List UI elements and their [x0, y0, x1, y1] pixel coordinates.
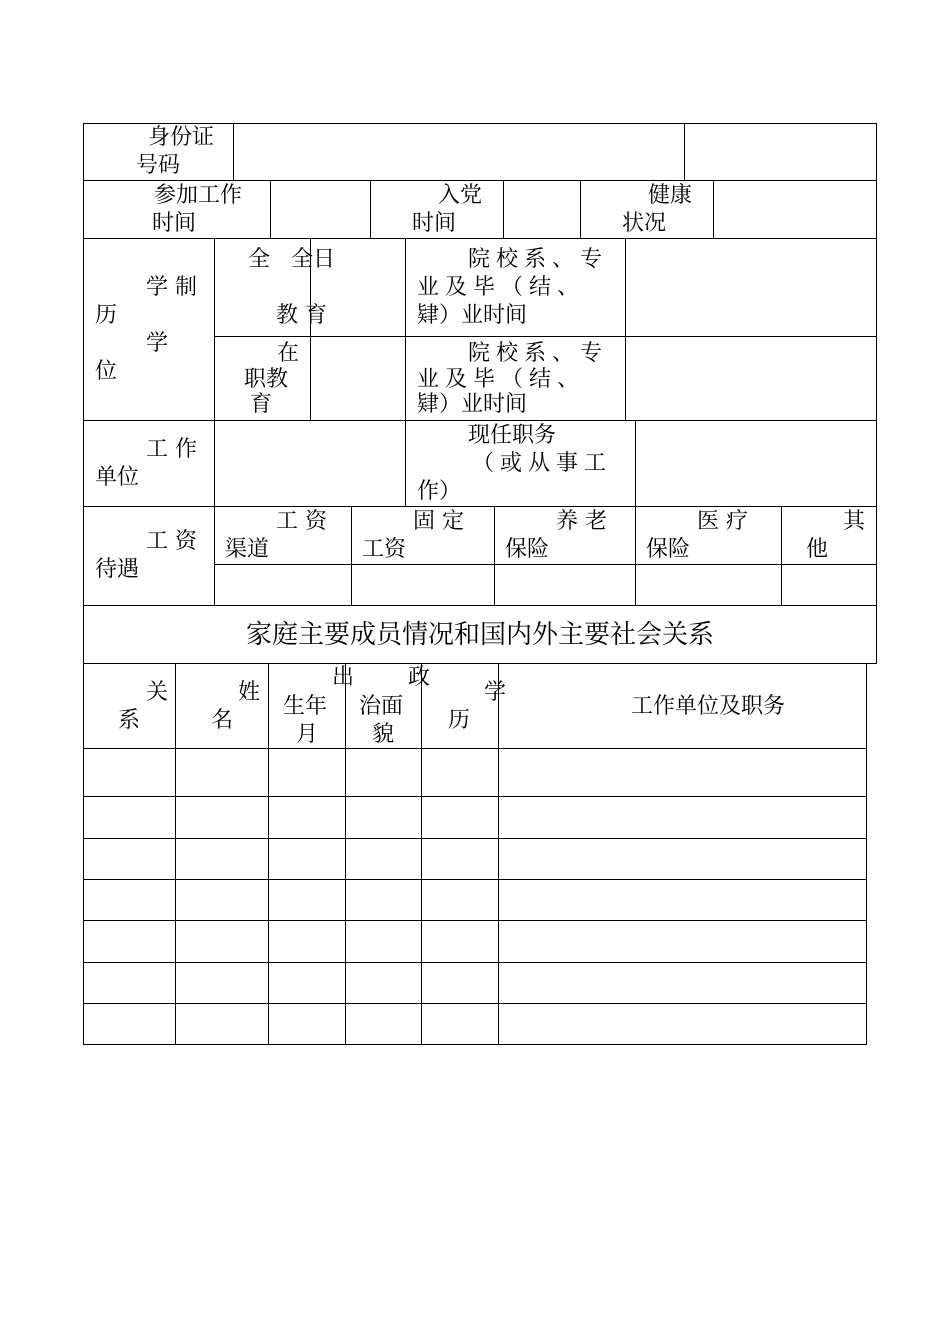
family-cell-political[interactable] [346, 749, 421, 796]
header-name-line1: 姓 [238, 680, 261, 705]
family-cell-political[interactable] [346, 963, 421, 1003]
family-cell-birth[interactable] [269, 963, 345, 1003]
fulltime-school-field[interactable] [626, 239, 875, 335]
family-cell-political[interactable] [346, 839, 421, 879]
family-cell-work[interactable] [499, 797, 866, 838]
current-post-label-line2: （或从事工 [472, 451, 613, 476]
header-birth-line2: 生年 [283, 694, 328, 719]
family-cell-work[interactable] [499, 963, 866, 1003]
fixed-salary-label-line2: 工资 [362, 537, 407, 562]
header-work: 工作单位及职务 [630, 694, 785, 719]
fulltime-school-label-line3: 肄）业时间 [417, 303, 528, 328]
family-cell-name[interactable] [176, 797, 268, 838]
fulltime-school-label-line1: 院校系、专 [468, 247, 609, 272]
other-label-line1: 其 [843, 509, 866, 534]
family-cell-education[interactable] [422, 839, 498, 879]
health-field[interactable] [714, 181, 875, 237]
current-post-field[interactable] [636, 421, 875, 505]
family-cell-political[interactable] [346, 1004, 421, 1044]
family-cell-relation[interactable] [84, 1004, 175, 1044]
work-start-field[interactable] [271, 181, 369, 237]
family-cell-education[interactable] [422, 797, 498, 838]
header-relation-line1: 关 [146, 680, 169, 705]
family-cell-education[interactable] [422, 749, 498, 796]
family-cell-relation[interactable] [84, 839, 175, 879]
current-post-label-line3: 作） [417, 479, 462, 504]
family-section-title: 家庭主要成员情况和国内外主要社会关系 [245, 620, 714, 650]
salary-channel-label-line2: 渠道 [225, 537, 270, 562]
family-cell-relation[interactable] [84, 880, 175, 920]
party-join-label-line1: 入党 [438, 183, 483, 208]
health-label-line1: 健康 [648, 183, 693, 208]
family-cell-birth[interactable] [269, 1004, 345, 1044]
family-cell-work[interactable] [499, 921, 866, 962]
work-start-label-line2: 时间 [152, 211, 197, 236]
header-birth-line3: 月 [296, 722, 319, 747]
header-education-line2: 历 [448, 708, 471, 733]
onjob-label-line2: 职教 [244, 367, 289, 392]
family-cell-name[interactable] [176, 963, 268, 1003]
salary-channel-label-line1: 工 资 [276, 509, 327, 534]
medical-label-line2: 保险 [646, 537, 691, 562]
family-cell-name[interactable] [176, 880, 268, 920]
header-education-line1: 学 [484, 680, 507, 705]
family-cell-education[interactable] [422, 880, 498, 920]
party-join-label-line2: 时间 [412, 211, 457, 236]
pension-field[interactable] [495, 565, 634, 604]
work-unit-label-line1: 工 作 [146, 437, 197, 462]
onjob-school-label-line2: 业及毕（结、 [417, 367, 586, 392]
family-cell-education[interactable] [422, 1004, 498, 1044]
family-cell-work[interactable] [499, 1004, 866, 1044]
health-label-line2: 状况 [622, 211, 667, 236]
onjob-school-field[interactable] [626, 337, 875, 419]
family-cell-name[interactable] [176, 921, 268, 962]
education-label-b: 历 [95, 303, 118, 328]
family-cell-education[interactable] [422, 963, 498, 1003]
current-post-label-line1: 现任职务 [468, 423, 557, 448]
work-unit-field[interactable] [215, 421, 404, 505]
salary-label-line1: 工 资 [146, 529, 197, 554]
medical-field[interactable] [636, 565, 780, 604]
medical-label-line1: 医 疗 [697, 509, 748, 534]
family-cell-political[interactable] [346, 921, 421, 962]
header-relation-line2: 系 [118, 708, 141, 733]
family-cell-work[interactable] [499, 749, 866, 796]
onjob-label-line3: 育 [250, 392, 273, 417]
header-birth-line1: 出 [332, 665, 355, 690]
family-cell-birth[interactable] [269, 749, 345, 796]
fulltime-label-line2: 教 育 [276, 303, 327, 328]
family-cell-birth[interactable] [269, 921, 345, 962]
family-cell-name[interactable] [176, 839, 268, 879]
education-label-d: 位 [95, 359, 118, 384]
family-cell-relation[interactable] [84, 797, 175, 838]
salary-label-line2: 待遇 [95, 557, 140, 582]
education-label-c: 学 [146, 331, 169, 356]
other-label-line2: 他 [806, 537, 829, 562]
onjob-school-label-line1: 院校系、专 [468, 341, 609, 366]
onjob-label-line1: 在 [277, 341, 300, 366]
pension-label-line1: 养 老 [556, 509, 607, 534]
party-join-field[interactable] [504, 181, 579, 237]
id-number-field[interactable] [234, 124, 683, 179]
family-cell-relation[interactable] [84, 963, 175, 1003]
work-unit-label-line2: 单位 [95, 465, 140, 490]
family-cell-birth[interactable] [269, 797, 345, 838]
family-cell-relation[interactable] [84, 921, 175, 962]
family-cell-birth[interactable] [269, 880, 345, 920]
fulltime-label-line1: 全 全日 [248, 247, 335, 272]
family-cell-name[interactable] [176, 1004, 268, 1044]
id-number-label-line2: 号码 [136, 153, 181, 178]
id-number-label-line1: 身份证 [148, 125, 215, 150]
education-label-a: 学 制 [146, 275, 197, 300]
family-cell-name[interactable] [176, 749, 268, 796]
fulltime-school-label-line2: 业及毕（结、 [417, 275, 586, 300]
family-cell-education[interactable] [422, 921, 498, 962]
photo-area [685, 124, 875, 179]
family-cell-political[interactable] [346, 797, 421, 838]
work-start-label-line1: 参加工作 [154, 183, 243, 208]
family-cell-relation[interactable] [84, 749, 175, 796]
family-cell-work[interactable] [499, 880, 866, 920]
header-political-line3: 貌 [372, 722, 395, 747]
family-cell-birth[interactable] [269, 839, 345, 879]
other-field[interactable] [782, 565, 875, 604]
salary-channel-field[interactable] [215, 565, 350, 604]
header-name-line2: 名 [211, 708, 234, 733]
fixed-salary-label-line1: 固 定 [413, 509, 464, 534]
family-cell-political[interactable] [346, 880, 421, 920]
pension-label-line2: 保险 [505, 537, 550, 562]
header-political-line1: 政 [408, 665, 431, 690]
onjob-school-label-line3: 肄）业时间 [417, 392, 528, 417]
family-cell-work[interactable] [499, 839, 866, 879]
fixed-salary-field[interactable] [352, 565, 493, 604]
header-political-line2: 治面 [359, 694, 404, 719]
